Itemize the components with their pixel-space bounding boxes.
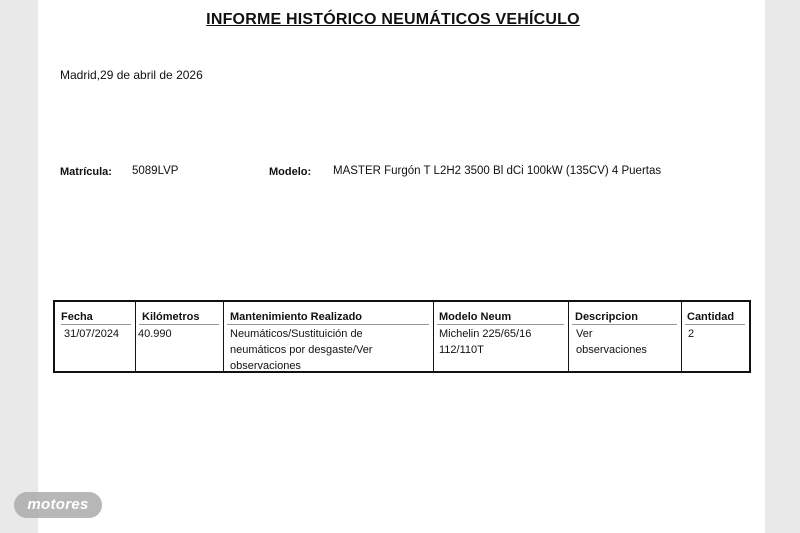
cell-line: neumáticos por desgaste/Ver (230, 344, 373, 356)
cell-modelo-neum (439, 326, 531, 358)
report-date: Madrid,29 de abril de 2026 (60, 68, 203, 82)
motores-watermark-logo: motores (14, 492, 102, 518)
header-underline (139, 324, 219, 325)
header-cantidad: Cantidad (687, 311, 735, 323)
header-underline (685, 324, 745, 325)
plate-value: 5089LVP (132, 165, 179, 177)
tire-history-table (53, 300, 751, 373)
cell-line: observaciones (230, 360, 301, 372)
cell-line: Michelin 225/65/16 (439, 328, 532, 340)
cell-descripcion (576, 326, 647, 358)
cell-line: 112/110T (439, 344, 484, 356)
cell-fecha: 31/07/2024 (64, 328, 120, 340)
cell-kilometros: 40.990 (138, 328, 172, 340)
header-underline (61, 324, 131, 325)
model-label: Modelo: (269, 166, 312, 178)
cell-line: observaciones (576, 344, 647, 356)
header-fecha: Fecha (61, 311, 93, 323)
header-modelo-neum: Modelo Neum (439, 311, 512, 323)
cell-line: Neumáticos/Sustituición de (230, 328, 363, 340)
report-title: INFORME HISTÓRICO NEUMÁTICOS VEHÍCULO (206, 11, 580, 28)
header-kilometros: Kilómetros (142, 311, 200, 323)
cell-line: Ver (576, 328, 593, 340)
plate-label: Matrícula: (60, 166, 112, 178)
header-underline (437, 324, 564, 325)
model-value: MASTER Furgón T L2H2 3500 Bl dCi 100kW (135CV) 4 Puertas (333, 165, 662, 177)
header-mantenimiento: Mantenimiento Realizado (230, 311, 363, 323)
header-underline (572, 324, 677, 325)
header-descripcion: Descripcion (575, 311, 638, 323)
cell-cantidad: 2 (688, 328, 695, 340)
cell-mantenimiento (230, 326, 372, 374)
header-underline (227, 324, 429, 325)
